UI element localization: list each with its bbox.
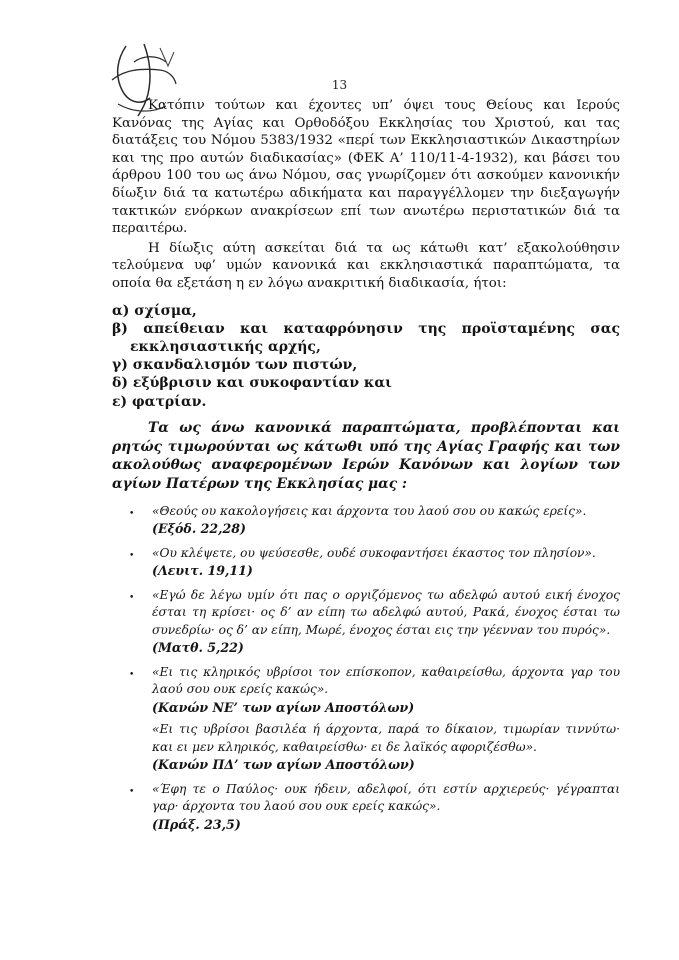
quote-reference: (Κανών ΝΕ’ των αγίων Αποστόλων) (152, 699, 415, 715)
quote-item (112, 503, 620, 538)
offense-item: α) σχίσμα, (112, 302, 197, 319)
bullet-icon: • (129, 786, 135, 797)
quote-item (112, 781, 620, 834)
quote-reference: (Ματθ. 5,22) (152, 640, 244, 656)
quote-text: «Εγώ δε λέγω υμίν ότι πας ο οργιζόμενος τω αδελφώ αυτού εική ένοχος έσται τη κρίσει· ος δ’ αν είπη τω αδελφώ αυτού, Ρακά, ένοχος έσται τω συνεδρίω· ος δ’ αν είπη, Μωρέ, ένοχος έσται εις την γέενναν του πυρός». (152, 587, 620, 637)
intro-paragraph: Κατόπιν τούτων και έχοντες υπ’ όψει τους Θείους και Ιερούς Κανόνας της Αγίας και Ορθοδόξου Εκκλησίας του Χριστού, και τας διατάξεις του Νόμου 5383/1932 «περί των Εκκλησιαστικών Δικαστηρίων και της προ αυτών διαδικασίας» (ΦΕΚ Α’ 110/11-4-1932), και βάσει του άρθρου 100 του ως άνω Νόμου, σας γνωρίζομεν ότι ασκούμεν κανονικήν δίωξιν διά τα κατωτέρω αδικήματα και παραγγέλλομεν την διεξαγωγήν τακτικών ενόρκων ανακρίσεων επί των ανωτέρω περιστατικών διά τα περαιτέρω. (112, 98, 620, 237)
offense-item: δ) εξύβρισιν και συκοφαντίαν και (112, 375, 392, 392)
offense-item: ε) φατρίαν. (112, 393, 207, 410)
quote-item (112, 587, 620, 657)
prosecution-paragraph: Η δίωξις αύτη ασκείται διά τα ως κάτωθι κατ’ εξακολούθησιν τελούμενα υφ’ υμών κανονικά και εκκλησιαστικά παραπτώματα, τα οποία θα εξετάση η εν λόγω ανακριτική διαδικασία, ήτοι: (112, 240, 620, 291)
offense-item: γ) σκανδαλισμόν των πιστών, (112, 357, 358, 374)
quote-text: «Ου κλέψετε, ου ψεύσεσθε, ουδέ συκοφαντήσει έκαστος τον πλησίον». (152, 545, 596, 560)
bullet-icon: • (129, 669, 135, 680)
quote-text: «Ει τις κληρικός υβρίσοι τον επίσκοπον, καθαιρείσθω, άρχοντα γαρ του λαού σου ουκ ερείς κακώς». (152, 664, 620, 697)
offense-item: β) απείθειαν και καταφρόνησιν της προϊσταμένης σας εκκλησιαστικής αρχής, (112, 320, 620, 355)
offense-list (112, 302, 620, 411)
bullet-icon: • (129, 550, 135, 561)
document-body (112, 97, 620, 840)
quote-text: «Έφη τε ο Παύλος· ουκ ήδειν, αδελφοί, ότι εστίν αρχιερεύς· γέγραπται γαρ· άρχοντα του λαού σου ουκ ερείς κακώς». (152, 781, 620, 814)
page-number: 13 (331, 78, 348, 92)
bullet-icon: • (129, 508, 135, 519)
quote-text: «Ει τις υβρίσοι βασιλέα ή άρχοντα, παρά το δίκαιον, τιμωρίαν τιννύτω· και ει μεν κληρικός, καθαιρείσθω· ει δε λαϊκός αφοριζέσθω». (152, 722, 620, 754)
quote-reference: (Εξόδ. 22,28) (152, 521, 246, 537)
quote-item (112, 545, 620, 580)
scripture-intro: Τα ως άνω κανονικά παραπτώματα, προβλέπονται και ρητώς τιμωρούνται ως κάτωθι υπό της Αγίας Γραφής και των ακολούθως αναφερομένων Ιερών Κανόνων και λογίων των αγίων Πατέρων της Εκκλησίας μας : (112, 419, 620, 493)
quote-reference: (Πράξ. 23,5) (152, 816, 241, 832)
quote-reference: (Λευιτ. 19,11) (152, 563, 253, 579)
quote-item (112, 664, 620, 717)
bullet-icon: • (129, 592, 135, 603)
quote-list (112, 503, 620, 834)
quote-item (112, 721, 620, 774)
quote-reference: (Κανών ΠΔ’ των αγίων Αποστόλων) (152, 757, 415, 773)
quote-text: «Θεούς ου κακολογήσεις και άρχοντα του λαού σου ου κακώς ερείς». (152, 503, 587, 518)
